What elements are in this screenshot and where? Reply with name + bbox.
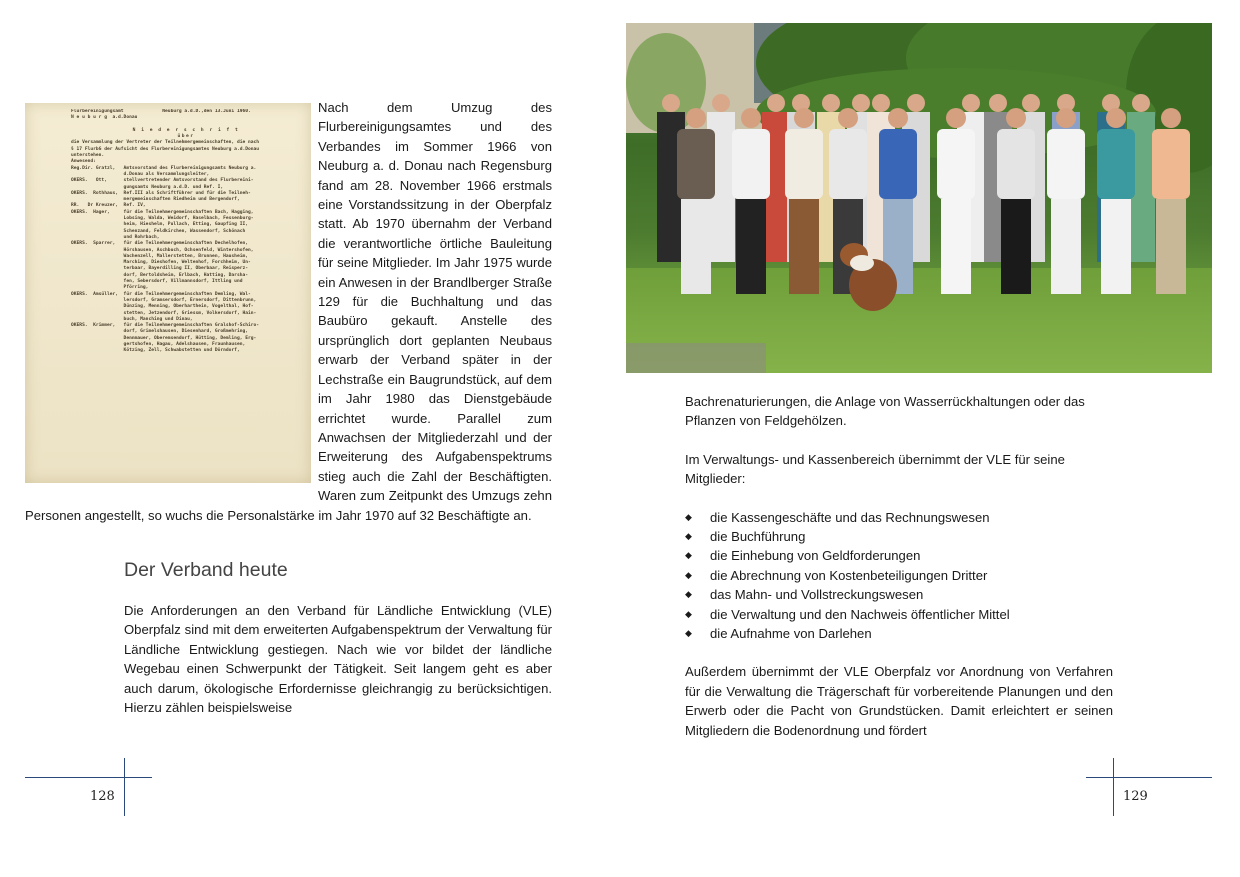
left-text-flow (25, 98, 552, 717)
scan-line: OKERS. Krimmer, für die Teilnehmergemeinschaften Gralshof-Schiro- (71, 323, 260, 329)
scan-line: N i e d e r s c h r i f t (132, 127, 240, 133)
scan-line: gertshofen, Hagau, Adelshausen, Fraunhausen, (71, 341, 246, 347)
page-number: 129 (1123, 789, 1148, 804)
group-photo-illustration (626, 23, 1212, 373)
person-head (822, 94, 840, 112)
scan-line: N e u b u r g a.d.Donau (71, 115, 138, 121)
list-item (685, 566, 1113, 585)
person-legs (1156, 199, 1186, 294)
scan-line: und Rohrbach, (71, 234, 160, 240)
list-item-text: die Einhebung von Geldforderungen (710, 548, 921, 564)
right-text-flow (685, 392, 1113, 740)
scanned-document-image (25, 103, 311, 483)
person-torso (785, 129, 823, 199)
scan-line: OKERS. Rothhaus, Ref.III als Schriftführer und für die Teilneh- (71, 190, 251, 196)
bullet-icon: ◆ (685, 569, 692, 580)
person-head (712, 94, 730, 112)
person-legs (736, 199, 766, 294)
scan-line: heim, Hieshelm, Pullach, Etting, Gaupfing II, (71, 222, 249, 228)
scan-line: Kötzing, Zell, Schwabstetten und Dörndorf, (71, 348, 240, 354)
scan-line: dorf, Bertoldsheim, Erlbach, Hatting, Darsha- (71, 272, 249, 278)
person-head (946, 108, 966, 128)
person-head (872, 94, 890, 112)
scan-line: dorf, Grimelshausen, Diesenhard, Großmehring, (71, 329, 249, 335)
person-torso (1097, 129, 1135, 199)
scan-line: Wachenzell, Mallerstetten, Brunnen, Hausheim, (71, 253, 249, 259)
scan-line: terbaar, Bayerdilling II, Oberbaar, Reisperz- (71, 266, 249, 272)
scan-line: stetten, Jetzendorf, Griessm, Volkersdorf, Hain- (71, 310, 257, 316)
scan-line: Anwesend: (71, 159, 96, 165)
person-head (888, 108, 908, 128)
section-heading: Der Verband heute (124, 558, 288, 581)
bullet-icon: ◆ (685, 608, 692, 619)
paragraph-verwaltung: Im Verwaltungs- und Kassenbereich übernimmt der VLE für seine Mitglieder: (685, 451, 1065, 487)
list-item-text: die Verwaltung und den Nachweis öffentlicher Mittel (710, 606, 1010, 622)
person-head (852, 94, 870, 112)
person-head (686, 108, 706, 128)
intro-paragraph-continued: die Zahl der Beschäftigten. Waren zum Zeitpunkt des Umzugs zehn Personen angestellt, so wuchs die Personalstärke im Jahr 1970 auf 32 Beschäftigte an. (25, 468, 552, 523)
scan-line: OKERS. Hager, für die Teilnehmergemeinschaften Bach, Hagging, (71, 209, 254, 215)
person-head (962, 94, 980, 112)
scan-line: OKERS. Amsüller, für die Teilnehmergemeinschaften Demling, Wal- (71, 291, 251, 297)
list-item (685, 605, 1113, 624)
person-legs (1101, 199, 1131, 294)
scan-line: Hörshausen, Aschbuch, Ochsenfeld, Wintershofen, (71, 247, 254, 253)
scan-line: unterstehen. (71, 153, 105, 159)
crop-mark-vertical (124, 758, 125, 816)
scan-line: lersdorf, Gramsersdorf, Ernersdorf, Dittenbrunn, (71, 297, 257, 303)
person-head (907, 94, 925, 112)
scan-line: Lobsing, Walda, Weidorf, Haselbach, Fessenburg- (71, 216, 254, 222)
person-torso (879, 129, 917, 199)
crop-mark-horizontal (1086, 777, 1212, 778)
person-head (1022, 94, 1040, 112)
bullet-icon: ◆ (685, 589, 692, 600)
list-item (685, 585, 1113, 604)
bullet-icon: ◆ (685, 628, 692, 639)
person-legs (789, 199, 819, 294)
person-torso (997, 129, 1035, 199)
verband-heute-paragraph: Die Anforderungen an den Verband für Ländliche Entwicklung (VLE) Oberpfalz sind mit dem erweiterten Aufgabenspektrum der Verwaltung für Ländliche Entwicklung gestiegen. Nach wie vor bildet der ländliche Wegebau einen Schwerpunkt der Tätigkeit. Seit langem geht es aber auch darum, ökologische Erfordernisse gleichrangig zu berücksichtigen. Hierzu zählen beispielsweise (124, 602, 552, 715)
page-number: 128 (90, 789, 115, 804)
scan-line: buch, Manching und Dinau, (71, 316, 193, 322)
scan-line: mergemeinschaften Riedheim und Bergendorf, (71, 197, 240, 203)
list-item-text: die Kassengeschäfte und das Rechnungswesen (710, 509, 990, 525)
scan-line: Schenzand, Feldkirchen, Wassendorf, Schönach (71, 228, 246, 234)
scan-line: Dünzing, Menning, Oberharthein, Vogelthal, Hof- (71, 304, 254, 310)
right-page (620, 0, 1240, 877)
scan-line: fen, Sebersdorf, Villmannsdorf, Ittling und (71, 279, 243, 285)
list-item-text: die Aufnahme von Darlehen (710, 626, 872, 642)
scan-line: Dennmauer, Oberemsendorf, Hütting, Demling, Erg- (71, 335, 257, 341)
list-item-text: das Mahn- und Vollstreckungswesen (710, 587, 924, 603)
person-torso (937, 129, 975, 199)
scan-line: § 17 FlurbG der Aufsicht des Flurbereinigungsamtes Neuburg a.d.Donau (71, 146, 260, 152)
person-legs (1051, 199, 1081, 294)
group-photo (626, 23, 1212, 373)
person-head (1006, 108, 1026, 128)
intro-paragraph-text: Nach dem Umzug des Flurbereinigungsamtes und des Verbandes im Sommer 1966 von Neuburg a. d. Donau nach Regensburg fand am 28. November 1966 erstmals eine Vorstandssitzung in der Oberpfalz statt. Ab 1970 übernahm der Verband die verantwortliche örtliche Bauleitung für seine Mitglieder. Im Jahr 1975 wurde ein Anwesen in der Brandlberger Straße 129 für die Buchhaltung und das Baubüro gekauft. Anstelle des ursprünglich dort geplanten Neubaus erwarb der Verband später in der Lechstraße ein Baugrundstück, auf dem im Jahr 1980 das Dienstgebäude errichtet wurde. Parallel zum Anwachsen der Mitgliederzahl und der Erweiterung des Aufgabenspektrums stieg auch (318, 100, 552, 484)
scan-line: die Versammlung der Vertreter der Teilnehmergemeinschaften, die nach (71, 140, 260, 146)
scanned-document-text (71, 109, 301, 355)
person-torso (1152, 129, 1190, 199)
person-head (741, 108, 761, 128)
scan-line: über (177, 134, 195, 140)
bullet-icon: ◆ (685, 550, 692, 561)
person-head (838, 108, 858, 128)
scan-line: d.Donau als Versammlungsleiter, (71, 171, 210, 177)
person-torso (677, 129, 715, 199)
person-head (989, 94, 1007, 112)
list-item (685, 546, 1113, 565)
tasks-list (685, 508, 1113, 644)
scan-line: Reg.Dir. Gratzl, Amtsvorstand des Flurbereinigungsamts Neuburg a. (71, 165, 257, 171)
person-head (1161, 108, 1181, 128)
list-item (685, 624, 1113, 643)
bullet-icon: ◆ (685, 531, 692, 542)
person-torso (732, 129, 770, 199)
crop-mark-vertical (1113, 758, 1114, 816)
person-torso (1047, 129, 1085, 199)
list-item-text: die Abrechnung von Kostenbeteiligungen Dritter (710, 567, 988, 583)
person-head (767, 94, 785, 112)
person-torso (829, 129, 867, 199)
person-legs (681, 199, 711, 294)
person-legs (941, 199, 971, 294)
scan-line: Pförring, (71, 285, 149, 291)
person-head (1132, 94, 1150, 112)
list-item (685, 508, 1113, 527)
crop-mark-horizontal (25, 777, 152, 778)
person-head (1106, 108, 1126, 128)
person-head (1056, 108, 1076, 128)
paragraph-ausserdem: Außerdem übernimmt der VLE Oberpfalz vor Anordnung von Verfahren für die Verwaltung die Trägerschaft für vorbereitende Planungen und den Erwerb oder die Pacht von Grundstücken. Damit erleichtert er seinen Mitgliedern die Bodenordnung und fördert (685, 664, 1113, 738)
path (626, 343, 766, 373)
scan-line: OKERS. Sparrer, für die Teilnehmergemeinschaften Dechelhofen, (71, 241, 249, 247)
scan-line: RR. Dr Kreuzer, Ref. IV, (71, 203, 146, 209)
person-legs (1001, 199, 1031, 294)
bullet-icon: ◆ (685, 511, 692, 522)
scan-line: OKERS. Ott, stellvertretender Amtsvorstand des Flurbereini- (71, 178, 254, 184)
list-item-text: die Buchführung (710, 529, 806, 545)
paragraph-renaturierung: Bachrenaturierungen, die Anlage von Wasserrückhaltungen oder das Pflanzen von Feldgehölzen. (685, 394, 1085, 429)
scan-line: Marching, Dieshofen, Weltenhof, Forchheim, Un- (71, 260, 251, 266)
scan-line: Flurbereinigungsamt Neuburg a.d.D.,den 13.Juni 1960. (71, 109, 251, 114)
person-head (794, 108, 814, 128)
list-item (685, 527, 1113, 546)
person-head (662, 94, 680, 112)
scan-line: gungsamts Neuburg a.d.D. und Ref. I, (71, 184, 224, 190)
